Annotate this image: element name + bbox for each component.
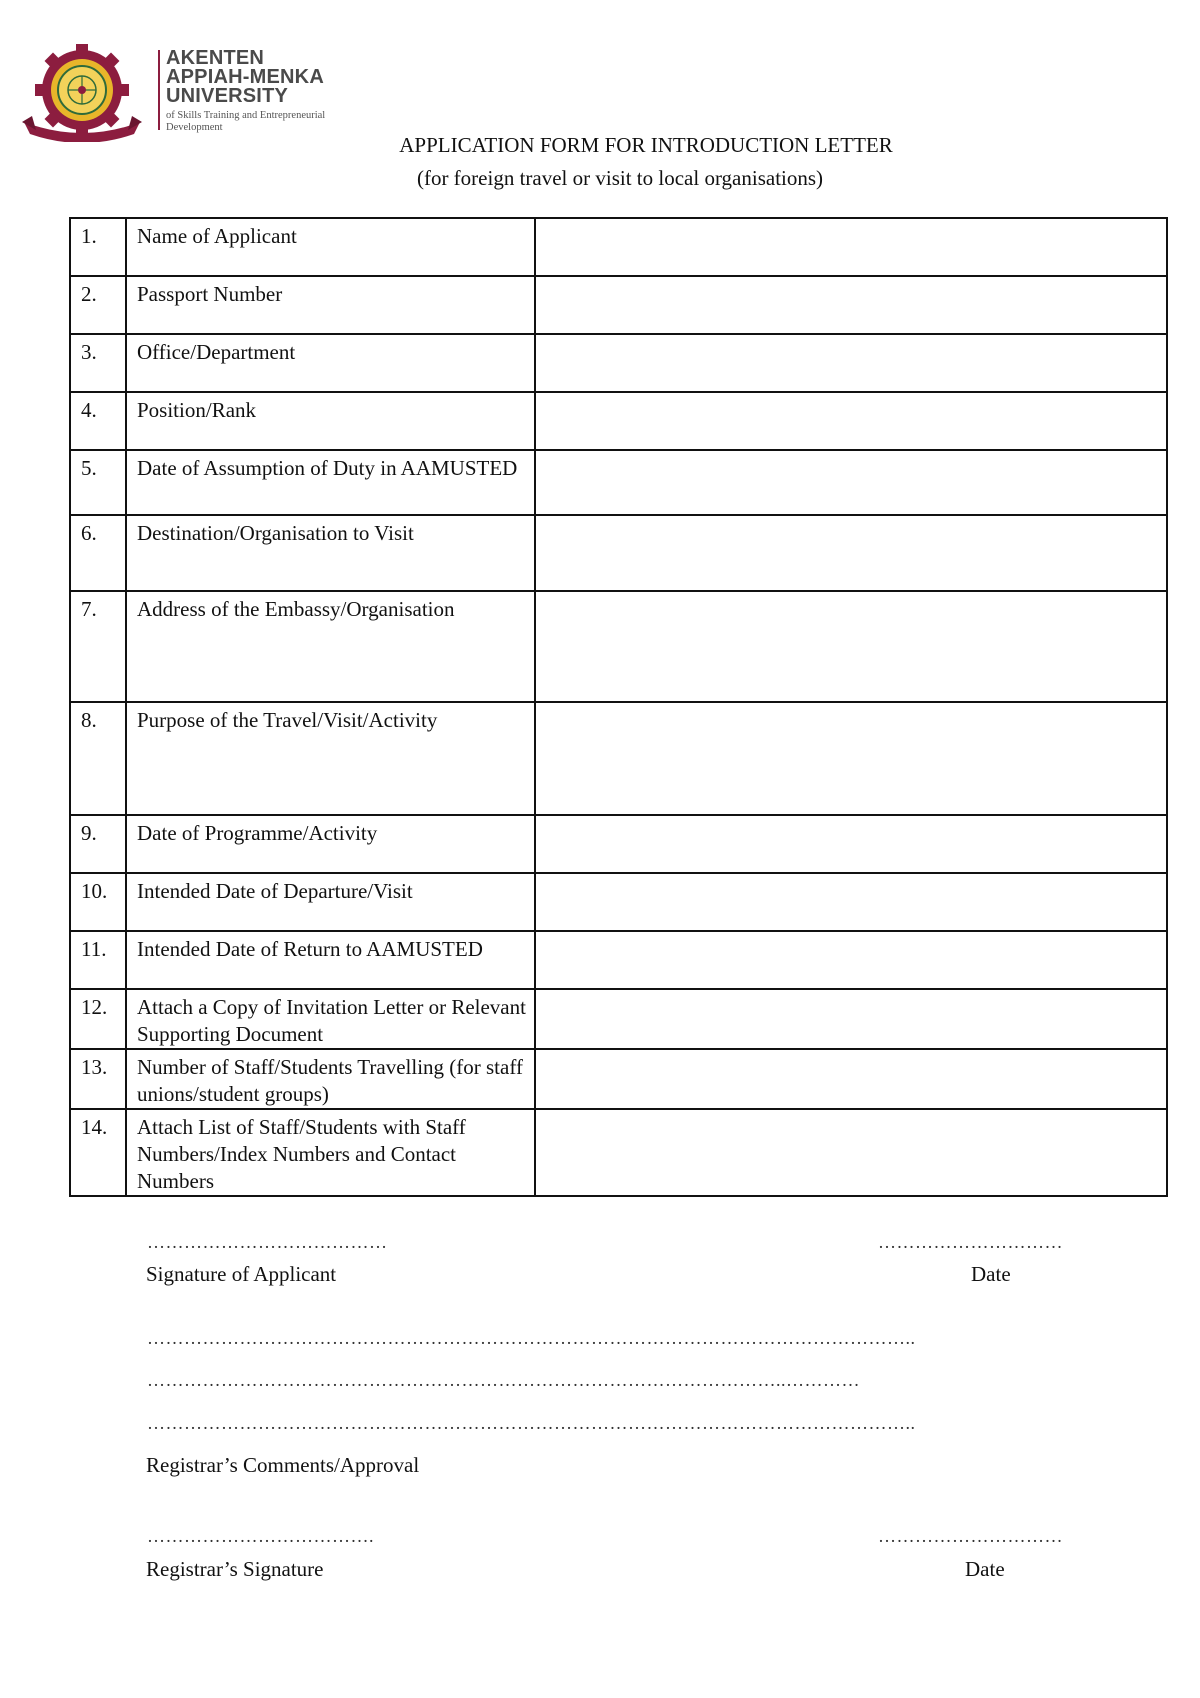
row-number: 12.	[70, 989, 126, 1049]
row-number: 11.	[70, 931, 126, 989]
applicant-date-line[interactable]: …………………………	[878, 1232, 1063, 1252]
row-label: Number of Staff/Students Travelling (for staff unions/student groups)	[126, 1049, 535, 1109]
row-value-field[interactable]	[535, 873, 1167, 931]
table-row	[70, 815, 1167, 873]
row-label: Position/Rank	[126, 392, 535, 450]
row-label: Office/Department	[126, 334, 535, 392]
row-label: Attach List of Staff/Students with Staff Numbers/Index Numbers and Contact Numbers	[126, 1109, 535, 1196]
form-title: APPLICATION FORM FOR INTRODUCTION LETTER	[399, 133, 893, 157]
table-row	[70, 702, 1167, 815]
row-number: 3.	[70, 334, 126, 392]
row-value-field[interactable]	[535, 591, 1167, 702]
applicant-signature-line[interactable]: …………………………………	[147, 1232, 388, 1252]
row-label: Date of Assumption of Duty in AAMUSTED	[126, 450, 535, 515]
row-number: 1.	[70, 218, 126, 276]
logo-wordmark	[166, 49, 325, 134]
row-value-field[interactable]	[535, 515, 1167, 591]
comment-line-3[interactable]: ……………………………………………………………………………………………………………..	[147, 1413, 916, 1433]
table-row	[70, 931, 1167, 989]
row-value-field[interactable]	[535, 815, 1167, 873]
logo-subtitle-1: of Skills Training and Entrepreneurial	[166, 110, 326, 121]
row-label: Attach a Copy of Invitation Letter or Relevant Supporting Document	[126, 989, 535, 1049]
row-label: Address of the Embassy/Organisation	[126, 591, 535, 702]
row-number: 10.	[70, 873, 126, 931]
registrar-date-label: Date	[965, 1557, 1005, 1581]
row-value-field[interactable]	[535, 218, 1167, 276]
logo-line-1: AKENTEN	[166, 47, 265, 69]
row-label: Intended Date of Return to AAMUSTED	[126, 931, 535, 989]
row-number: 6.	[70, 515, 126, 591]
row-value-field[interactable]	[535, 1049, 1167, 1109]
row-label: Date of Programme/Activity	[126, 815, 535, 873]
row-number: 5.	[70, 450, 126, 515]
table-row	[70, 989, 1167, 1049]
form-subtitle: (for foreign travel or visit to local organisations)	[416, 166, 824, 190]
row-number: 9.	[70, 815, 126, 873]
logo-line-2: APPIAH-MENKA	[166, 66, 324, 88]
row-number: 14.	[70, 1109, 126, 1196]
table-row	[70, 591, 1167, 702]
logo-line-3: UNIVERSITY	[166, 85, 289, 107]
registrar-date-line[interactable]: …………………………	[878, 1526, 1063, 1546]
table-row	[70, 1049, 1167, 1109]
table-row	[70, 218, 1167, 276]
row-label: Intended Date of Departure/Visit	[126, 873, 535, 931]
row-number: 7.	[70, 591, 126, 702]
table-row	[70, 1109, 1167, 1196]
row-value-field[interactable]	[535, 1109, 1167, 1196]
table-row	[70, 334, 1167, 392]
comment-line-2[interactable]: …………………………………………………………………………………………..…………	[147, 1370, 860, 1390]
row-value-field[interactable]	[535, 392, 1167, 450]
application-table	[69, 217, 1168, 1197]
row-value-field[interactable]	[535, 702, 1167, 815]
logo-subtitle-2: Development	[166, 122, 223, 133]
row-number: 13.	[70, 1049, 126, 1109]
row-value-field[interactable]	[535, 276, 1167, 334]
row-number: 2.	[70, 276, 126, 334]
row-value-field[interactable]	[535, 450, 1167, 515]
applicant-signature-label: Signature of Applicant	[146, 1262, 337, 1286]
row-label: Destination/Organisation to Visit	[126, 515, 535, 591]
registrar-signature-line[interactable]: ……………………………….	[147, 1526, 374, 1546]
row-value-field[interactable]	[535, 931, 1167, 989]
table-row	[70, 515, 1167, 591]
applicant-date-label: Date	[971, 1262, 1011, 1286]
row-label: Purpose of the Travel/Visit/Activity	[126, 702, 535, 815]
registrar-signature-label: Registrar’s Signature	[146, 1557, 324, 1581]
row-label: Passport Number	[126, 276, 535, 334]
row-value-field[interactable]	[535, 989, 1167, 1049]
comment-line-1[interactable]: ……………………………………………………………………………………………………………..	[147, 1328, 916, 1348]
registrar-comments-label: Registrar’s Comments/Approval	[146, 1453, 420, 1477]
row-value-field[interactable]	[535, 334, 1167, 392]
row-number: 8.	[70, 702, 126, 815]
table-row	[70, 873, 1167, 931]
table-row	[70, 450, 1167, 515]
table-row	[70, 392, 1167, 450]
row-number: 4.	[70, 392, 126, 450]
table-row	[70, 276, 1167, 334]
row-label: Name of Applicant	[126, 218, 535, 276]
